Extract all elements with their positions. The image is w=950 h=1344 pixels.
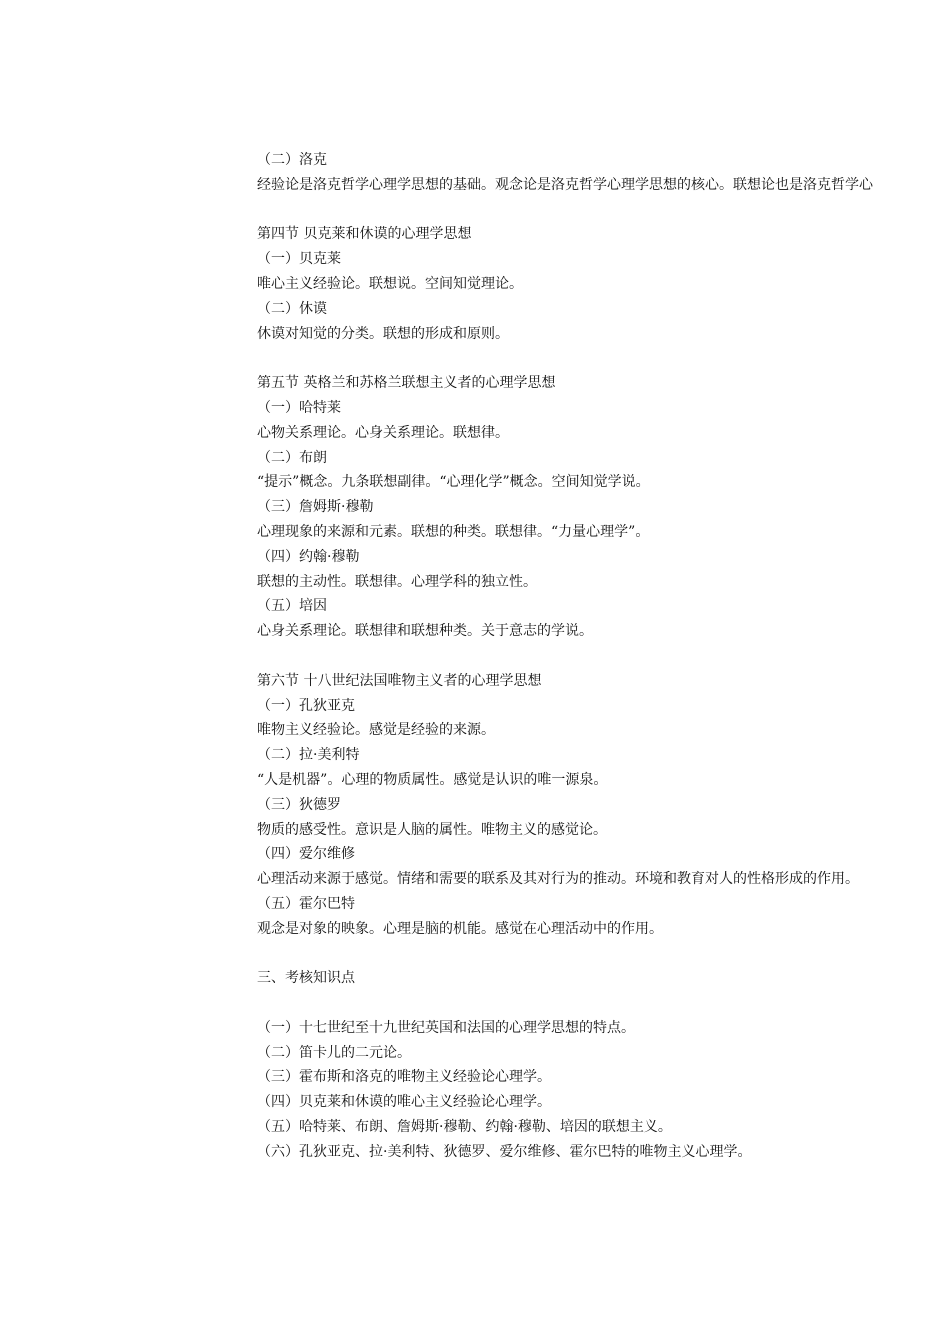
paragraph-hume: 休谟对知觉的分类。联想的形成和原则。	[257, 325, 509, 342]
paragraph-locke: 经验论是洛克哲学心理学思想的基础。观念论是洛克哲学心理学思想的核心。联想论也是洛克哲学心	[257, 176, 873, 193]
paragraph-hartley: 心物关系理论。心身关系理论。联想律。	[257, 424, 509, 441]
paragraph-bain: 心身关系理论。联想律和联想种类。关于意志的学说。	[257, 623, 593, 640]
subheading-john-mill: （四）约翰·穆勒	[257, 548, 360, 565]
subheading-helvetius: （四）爱尔维修	[257, 846, 355, 863]
paragraph-brown: “提示”概念。九条联想副律。“心理化学”概念。空间知觉学说。	[257, 474, 650, 491]
knowledge-point-1: （一）十七世纪至十九世纪英国和法国的心理学思想的特点。	[257, 1019, 635, 1036]
knowledge-point-5: （五）哈特莱、布朗、詹姆斯·穆勒、约翰·穆勒、培因的联想主义。	[257, 1119, 672, 1136]
paragraph-john-mill: 联想的主动性。联想律。心理学科的独立性。	[257, 573, 537, 590]
subheading-diderot: （三）狄德罗	[257, 796, 341, 813]
subheading-condillac: （一）孔狄亚克	[257, 697, 355, 714]
spacer	[257, 198, 950, 223]
spacer	[257, 991, 950, 1016]
paragraph-condillac: 唯物主义经验论。感觉是经验的来源。	[257, 722, 495, 739]
subheading-hume: （二）休谟	[257, 300, 327, 317]
paragraph-la-mettrie: “人是机器”。心理的物质属性。感觉是认识的唯一源泉。	[257, 771, 608, 788]
subheading-bain: （五）培因	[257, 598, 327, 615]
paragraph-diderot: 物质的感受性。意识是人脑的属性。唯物主义的感觉论。	[257, 821, 607, 838]
section-heading-5: 第五节 英格兰和苏格兰联想主义者的心理学思想	[257, 375, 556, 392]
subheading-brown: （二）布朗	[257, 449, 327, 466]
document-body	[257, 148, 950, 1165]
knowledge-point-2: （二）笛卡儿的二元论。	[257, 1044, 411, 1061]
section-heading-knowledge-points: 三、考核知识点	[257, 970, 355, 987]
paragraph-james-mill: 心理现象的来源和元素。联想的种类。联想律。“力量心理学”。	[257, 523, 650, 540]
subheading-la-mettrie: （二）拉·美利特	[257, 747, 360, 764]
knowledge-point-4: （四）贝克莱和休谟的唯心主义经验论心理学。	[257, 1094, 551, 1111]
subheading-hartley: （一）哈特莱	[257, 399, 341, 416]
paragraph-helvetius: 心理活动来源于感觉。情绪和需要的联系及其对行为的推动。环境和教育对人的性格形成的作用。	[257, 871, 859, 888]
spacer	[257, 644, 950, 669]
subheading-locke: （二）洛克	[257, 152, 327, 168]
subheading-holbach: （五）霍尔巴特	[257, 895, 355, 912]
section-heading-4: 第四节 贝克莱和休谟的心理学思想	[257, 226, 472, 243]
spacer	[257, 346, 950, 371]
section-heading-6: 第六节 十八世纪法国唯物主义者的心理学思想	[257, 672, 542, 689]
knowledge-point-6: （六）孔狄亚克、拉·美利特、狄德罗、爱尔维修、霍尔巴特的唯物主义心理学。	[257, 1143, 752, 1160]
subheading-james-mill: （三）詹姆斯·穆勒	[257, 499, 374, 516]
subheading-berkeley: （一）贝克莱	[257, 251, 341, 268]
spacer	[257, 942, 950, 967]
paragraph-holbach: 观念是对象的映象。心理是脑的机能。感觉在心理活动中的作用。	[257, 920, 663, 937]
paragraph-berkeley: 唯心主义经验论。联想说。空间知觉理论。	[257, 275, 523, 292]
knowledge-point-3: （三）霍布斯和洛克的唯物主义经验论心理学。	[257, 1069, 551, 1086]
